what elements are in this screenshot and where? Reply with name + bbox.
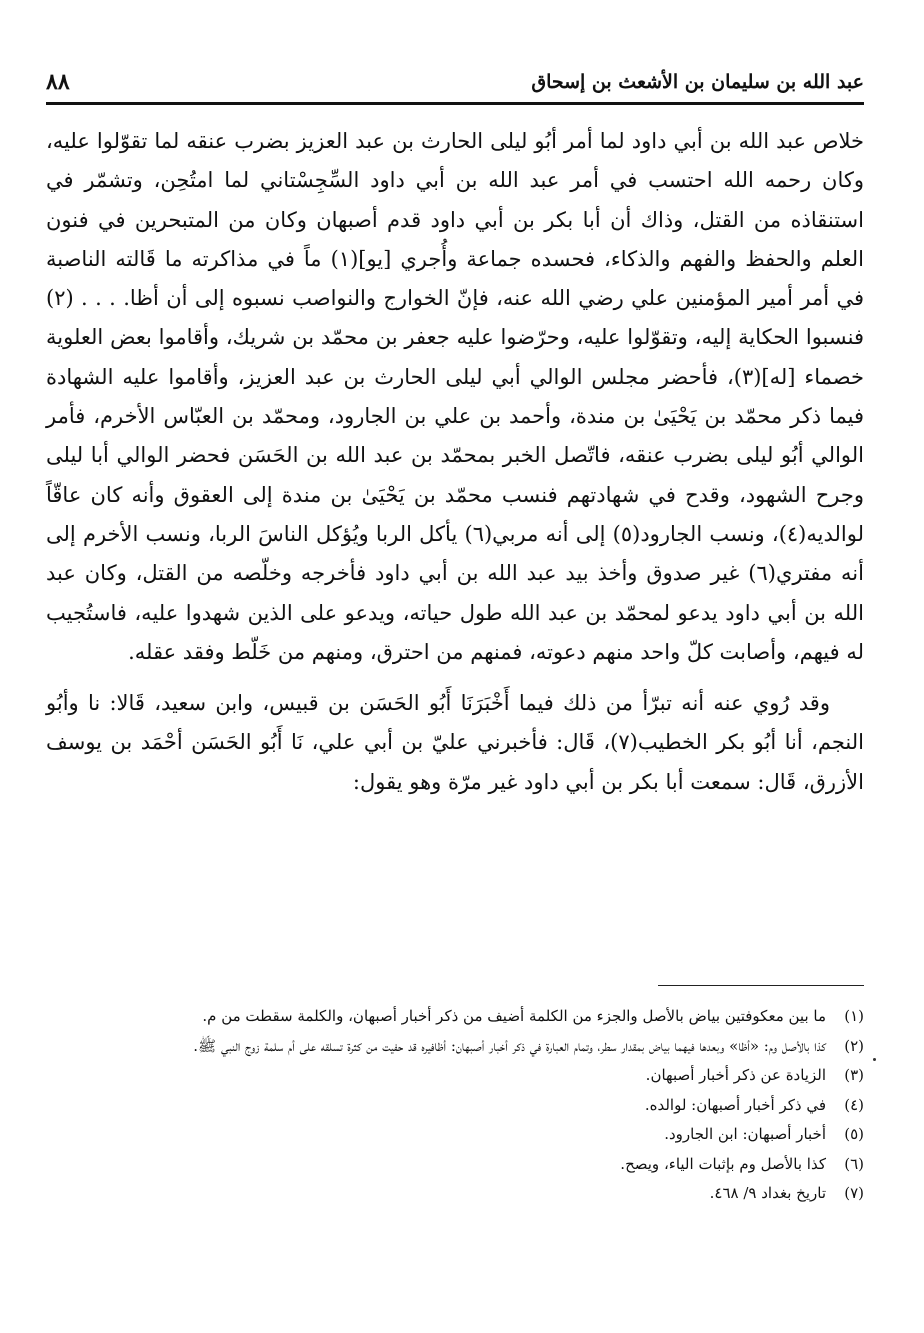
footnote [46, 1002, 864, 1032]
page-number: ٨٨ [46, 69, 70, 95]
footnote-number: (٧) [844, 1184, 864, 1202]
main-text [46, 122, 864, 802]
footnote [46, 1032, 864, 1062]
footnote-text: تاريخ بغداد ٩/ ٤٦٨. [709, 1184, 826, 1202]
footnote [46, 1061, 864, 1091]
footnote [46, 1179, 864, 1209]
footnote-text: أخبار أصبهان: ابن الجارود. [664, 1125, 826, 1143]
paragraph: وقد رُوي عنه أنه تبرّأ من ذلك فيما أَخْبَرَنَا أَبُو الحَسَن بن قبيس، وابن سعيد، قَالا: نا وأبُو النجم، أنا أبُو بكر الخطيب(٧)، قَال: فأخبرني عليّ بن أبي علي، نَا أَبُو الحَسَن أحْمَد بن يوسف الأزرق، قَال: سمعت أبا بكر بن أبي داود غير مرّة وهو يقول: [46, 691, 864, 794]
footnote-number: (٥) [844, 1125, 864, 1143]
footnote-separator [658, 985, 864, 986]
footnote-text: كذا بالأصل وم بإثبات الياء، ويصح. [620, 1154, 826, 1173]
footnote-number: (٦) [844, 1154, 864, 1173]
footnote-number: (٤) [844, 1095, 864, 1114]
footnote-text: الزيادة عن ذكر أخبار أصبهان. [645, 1066, 826, 1084]
running-title: عبد الله بن سليمان بن الأشعث بن إسحاق [531, 71, 864, 93]
page-header [46, 62, 864, 105]
footnote-text: كذا بالأصل وم: «أظا» وبعدها فيهما بياض بمقدار سطر، وتمام العبارة في ذكر أخبار أصبهان: أظافيره قد حفيت من كثرة تسلقه على أم سلمة زوج النبي ﷺ. [193, 1036, 826, 1055]
footnote-text: في ذكر أخبار أصبهان: لوالده. [644, 1095, 826, 1114]
margin-mark [873, 1058, 876, 1061]
footnote [46, 1150, 864, 1180]
footnote-number: (١) [844, 1007, 864, 1025]
footnote [46, 1091, 864, 1121]
footnote-number: (٣) [844, 1066, 864, 1084]
paragraph: خلاص عبد الله بن أبي داود لما أمر أبُو ليلى الحارث بن عبد العزيز بضرب عنقه لما تقوّلوا عليه، وكان رحمه الله احتسب في أمر عبد الله بن أبي داود السِّجِسْتاني لما امتُحِن، وتشمّر في استنقاذه من القتل، وذاك أن أبا بكر بن أبي داود قدم أصبهان وكان من المتبحرين في فنون العلم والحفظ والفهم والذكاء، فحسده جماعة وأُجري [يو](١) ماً في مذاكرته ما قَالته الناصبة في أمر أمير المؤمنين علي رضي الله عنه، فإنّ الخوارج والنواصب نسبوه إلى أن أظا. . . . (٢) فنسبوا الحكاية إليه، وتقوّلوا عليه، وحرّضوا عليه جعفر بن محمّد بن شريك، وأقاموا بعض العلوية خصماء [له](٣)، فأحضر مجلس الوالي أبي ليلى الحارث بن عبد العزيز، وأقاموا عليه الشهادة فيما ذكر محمّد بن يَحْيَىٰ بن مندة، وأحمد بن علي بن الجارود، ومحمّد بن العبّاس الأخرم، فأمر الوالي أبُو ليلى بضرب عنقه، فاتّصل الخبر بمحمّد بن عبد الله بن الحَسَن فحضر الوالي أبا ليلى وجرح الشهود، وقدح في شهادتهم فنسب محمّد بن يَحْيَىٰ بن مندة إلى العقوق وأنه كان عاقّاً لوالديه(٤)، ونسب الجارود(٥) إلى أنه مربي(٦) يأكل الربا ويُؤكل الناسَ الربا، ونسب الأخرم إلى أنه مفتري(٦) غير صدوق وأخذ بيد عبد الله بن أبي داود فأخرجه وخلّصه من القتل، وكان عبد الله بن أبي داود يدعو لمحمّد بن عبد الله طول حياته، ويدعو على الذين شهدوا عليه، فاستُجيب له فيهم، وأصابت كلّ واحد منهم دعوته، فمنهم من احترق، ومنهم من خَلّط وفقد عقله. [46, 129, 864, 664]
footnote-number: (٢) [844, 1036, 864, 1055]
footnote [46, 1120, 864, 1150]
footnote-text: ما بين معكوفتين بياض بالأصل والجزء من الكلمة أضيف من ذكر أخبار أصبهان، والكلمة سقطت من م. [202, 1007, 826, 1025]
footnotes [46, 1002, 864, 1209]
